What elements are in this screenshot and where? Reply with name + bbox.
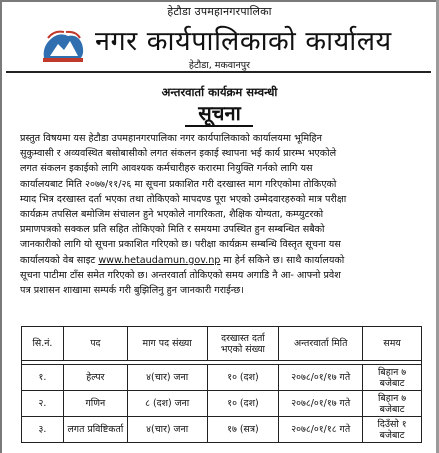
col-header-serial: सि.नं. — [22, 327, 64, 361]
body-line: प्रमाणपत्रको सक्कल प्रति सहित तोकिएको मिति र समयमा उपस्थित हुन सम्बन्धित सबैको — [20, 224, 325, 236]
cell-demand: ८ (दश) जना — [127, 391, 207, 417]
cell-time: बिहान ७ बजेबाट — [363, 391, 422, 417]
office-address: हेटौडा, मकवानपुर — [188, 60, 251, 71]
notice-heading-underline — [185, 125, 253, 127]
cell-applications: १० (दश) — [207, 365, 279, 391]
cell-applications: १० (दश) — [207, 391, 279, 417]
table-header-row — [22, 327, 422, 361]
col-header-demand: माग पद संख्या — [127, 327, 207, 361]
table-row — [22, 417, 422, 443]
cell-date: २०७८/०१/१८ गते — [279, 417, 363, 443]
cell-demand: ४(चार) जना — [127, 365, 207, 391]
office-subtitle: हेटौडा उपमहानगरपालिका — [167, 5, 272, 18]
cell-date: २०७८/०१/१७ गते — [279, 391, 363, 417]
col-header-applications: दरखास्त दर्ता भएको संख्या — [207, 327, 279, 361]
table-row — [22, 365, 422, 391]
cell-post: लगत प्रविष्टिकर्ता — [63, 417, 127, 443]
cell-time: बिहान ७ बजेबाट — [363, 365, 422, 391]
cell-serial: १. — [22, 365, 64, 391]
body-line-start: कार्यालयको वेब साइट — [20, 254, 99, 266]
header-rule — [6, 71, 431, 73]
frame-top — [0, 0, 439, 2]
cell-serial: २. — [22, 391, 64, 417]
body-line: लगत संकलन इकाईको लागि आवश्यक कर्मचारीहरु करारमा नियुक्ति गर्नको लागि यस — [20, 163, 313, 175]
body-line: प्रस्तुत विषयमा यस हेटौडा उपमहानगरपालिका नगर कार्यपालिकाको कार्यालयमा भूमिहिन — [20, 133, 322, 144]
body-line-tail: मा हेर्न सकिने छ। साथै कार्यालयको — [220, 254, 345, 266]
cell-post: गणिन — [63, 391, 127, 417]
notice-heading: सूचना — [198, 101, 241, 125]
body-line: सुकुम्वासी र अव्यवस्थित बसोबासीको लगत संकलन इकाई स्थापना भई कार्य प्रारम्भ भएकोले — [20, 148, 337, 160]
body-line: कार्यालयबाट मिति २०७७/११/२६ मा सूचना प्रकाशित गरी दरखास्त माग गरिएकोमा तोकिएको — [20, 178, 337, 190]
body-line: जानकारीको लागि यो सूचना प्रकाशित गरिएको छ। परीक्षा कार्यक्रम सम्बन्धि विस्तृत सूचना यस — [20, 239, 341, 251]
office-title: नगर कार्यपालिकाको कार्यालय — [95, 26, 392, 57]
body-line: कार्यक्रम तपसिल बमोजिम संचालन हुने भएकोले नागरिकता, शैक्षिक योग्यता, कम्प्युटरको — [20, 209, 324, 221]
cell-date: २०७८/०१/१७ गते — [279, 365, 363, 391]
body-line: म्याद भित्र दरखास्त दर्ता भएका तथा तोकिएको मापदण्ड पूरा भएको उम्मेदवारहरुको मात्र परीक्षा — [20, 193, 347, 205]
notice-body — [20, 131, 422, 298]
cell-time: दिउँसो १ बजेबाट — [363, 417, 422, 443]
body-line-website — [20, 253, 422, 268]
notice-subject: अन्तरवार्ता कार्यक्रम सम्वन्धी — [161, 85, 278, 99]
body-line: सूचना पाटीमा टाँस समेत गरिएको छ। अन्तरवार्ता तोकिएको समय अगाडि नै आ- आफ्नो प्रवेश — [20, 269, 341, 281]
table-row — [22, 391, 422, 417]
cell-demand: ४(चार) जना — [127, 417, 207, 443]
cell-serial: ३. — [22, 417, 64, 443]
website-link[interactable]: www.hetaudamun.gov.np — [98, 254, 221, 266]
col-header-time: समय — [363, 327, 422, 361]
col-header-post: पद — [63, 327, 127, 361]
cell-post: हेल्पर — [63, 365, 127, 391]
body-line: पत्र प्रशासन शाखामा सम्पर्क गरी बुझिलिनु हुन जानकारी गराईन्छ। — [20, 285, 244, 297]
cell-applications: १७ (सत्र) — [207, 417, 279, 443]
col-header-interview-date: अन्तरवार्ता मिति — [279, 327, 363, 361]
interview-schedule-table — [21, 326, 422, 443]
